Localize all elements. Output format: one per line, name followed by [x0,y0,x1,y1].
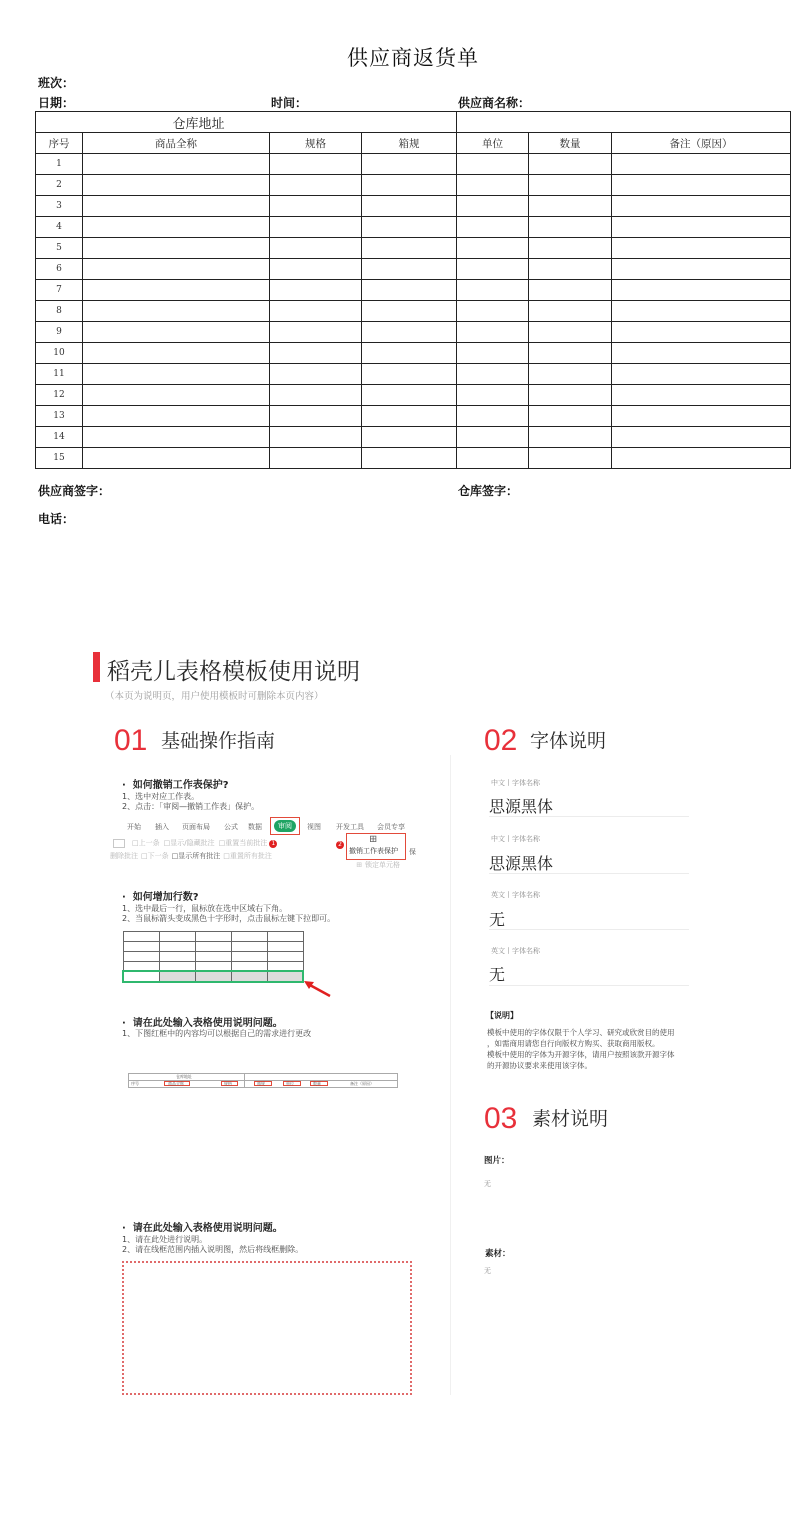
q2-title-text: 如何增加行数? [132,892,199,903]
column-header: 序号 [36,133,83,154]
ribbon-delete-comment: 删除批注 [110,852,138,860]
column-header: 单位 [457,133,529,154]
row-number: 9 [36,322,83,343]
mini-col-2: 规格 [224,1081,232,1086]
table-cell[interactable] [529,448,612,469]
q2-title: · 如何增加行数? [122,892,199,903]
font2-underline [489,873,689,874]
table-row [36,280,791,301]
table-cell[interactable] [270,406,362,427]
table-cell[interactable] [529,217,612,238]
table-cell[interactable] [457,364,529,385]
table-row [36,175,791,196]
table-cell[interactable] [362,154,457,175]
section1-title: 基础操作指南 [161,730,276,752]
ribbon-row-1 [132,839,277,848]
ribbon-tab-member: 会员专享 [377,823,405,831]
row-number: 7 [36,280,83,301]
font4-underline [489,985,689,986]
table-cell[interactable] [270,238,362,259]
section3-number: 03 [484,1102,518,1135]
mini-form-illustration [128,1073,398,1089]
table-cell[interactable] [83,406,270,427]
table-cell[interactable] [270,196,362,217]
row-number: 1 [36,154,83,175]
step-badge-2: 2 [336,841,344,849]
mini-col-4: 单位 [286,1081,294,1086]
warehouse-address-header: 仓库地址 [36,112,457,133]
q1-step-2: 2、点击：「审阅—撤销工作表」保护。 [122,802,260,811]
row-number: 8 [36,301,83,322]
table-cell[interactable] [83,448,270,469]
table-cell[interactable] [362,301,457,322]
table-cell[interactable] [457,196,529,217]
font1-name: 思源黑体 [489,797,554,816]
table-row [36,322,791,343]
table-cell[interactable] [612,385,791,406]
mini-col-6: 备注（原因） [350,1081,374,1086]
font-note-line-2: ，如需商用请您自行向版权方购买、获取商用版权。 [487,1039,660,1048]
table-cell[interactable] [270,364,362,385]
q4-step-2: 2、请在线框范围内插入说明图，然后将线框删除。 [122,1245,304,1254]
table-cell[interactable] [362,364,457,385]
table-row [36,196,791,217]
table-cell[interactable] [83,385,270,406]
table-cell[interactable] [457,154,529,175]
table-cell[interactable] [529,280,612,301]
font-note-line-4: 的开源协议要求来使用该字体。 [487,1061,592,1070]
ribbon-tab-formula: 公式 [224,823,238,831]
table-cell[interactable] [612,217,791,238]
table-cell[interactable] [529,343,612,364]
font-note-line-1: 模板中使用的字体仅限于个人学习、研究或欣赏目的使用 [487,1028,675,1037]
table-cell[interactable] [83,259,270,280]
ribbon-toggle-comments: □显示/隐藏批注 [163,839,215,847]
section2-number: 02 [484,724,518,757]
q1-step-1: 1、选中对应工作表。 [122,792,200,801]
ribbon-tab-start: 开始 [127,823,141,831]
table-cell[interactable] [457,175,529,196]
q3-step-1: 1、下图红框中的内容均可以根据自己的需求进行更改 [122,1029,312,1038]
font3-meta: 英文丨字体名称 [491,891,540,899]
table-cell[interactable] [362,280,457,301]
unprotect-sheet-highlight [346,833,406,860]
table-cell[interactable] [270,175,362,196]
red-arrow-icon [300,978,334,1000]
ribbon-tab-layout: 页面布局 [182,823,210,831]
table-row [36,448,791,469]
font3-name: 无 [489,910,506,929]
table-cell[interactable] [362,343,457,364]
font-note-text [487,1027,697,1071]
table-row [36,154,791,175]
column-header: 规格 [270,133,362,154]
table-cell[interactable] [270,217,362,238]
supplier-signature-label: 供应商签字： [38,484,111,498]
table-cell[interactable] [612,238,791,259]
column-header: 数量 [529,133,612,154]
q3-title-text: 请在此处输入表格使用说明问题。 [132,1018,283,1029]
ribbon-tab-insert: 插入 [155,823,169,831]
table-cell[interactable] [83,154,270,175]
column-header: 备注（原因） [612,133,791,154]
table-cell[interactable] [83,343,270,364]
row-number: 3 [36,196,83,217]
step-badge-1: 1 [269,840,277,848]
table-cell[interactable] [612,364,791,385]
table-cell[interactable] [612,406,791,427]
table-cell[interactable] [457,343,529,364]
image-value: 无 [484,1180,491,1188]
table-row [36,385,791,406]
table-cell[interactable] [362,259,457,280]
shift-label: 班次： [38,76,75,90]
table-cell[interactable] [83,280,270,301]
row-number: 6 [36,259,83,280]
q2-step-1: 1、选中最后一行，鼠标放在选中区域右下角。 [122,904,288,913]
warehouse-address-value[interactable] [457,112,791,133]
q1-title: · 如何撤销工作表保护? [122,780,229,791]
ribbon-row-2 [110,852,272,861]
table-cell[interactable] [529,301,612,322]
table-row [36,364,791,385]
row-number: 15 [36,448,83,469]
table-cell[interactable] [83,364,270,385]
table-cell[interactable] [83,301,270,322]
table-cell[interactable] [362,196,457,217]
table-cell[interactable] [529,238,612,259]
table-cell[interactable] [270,259,362,280]
material-value: 无 [484,1267,491,1275]
table-cell[interactable] [457,238,529,259]
table-cell[interactable] [362,238,457,259]
ribbon-prev: □上一条 [132,839,160,847]
row-number: 2 [36,175,83,196]
column-divider [450,755,451,1395]
ribbon-reset-all: □重置所有批注 [223,852,272,860]
table-cell[interactable] [612,301,791,322]
mini-col-1: 商品全称 [168,1081,184,1086]
table-cell[interactable] [362,175,457,196]
table-cell[interactable] [83,217,270,238]
table-cell[interactable] [612,343,791,364]
table-cell[interactable] [270,427,362,448]
table-row [36,259,791,280]
table-cell[interactable] [612,154,791,175]
table-cell[interactable] [270,343,362,364]
guide-title: 稻壳儿表格模板使用说明 [107,659,360,685]
ribbon-lock-cells: 锁定单元格 [365,861,400,869]
form-title: 供应商返货单 [347,46,479,70]
table-cell[interactable] [529,385,612,406]
table-cell[interactable] [457,406,529,427]
ribbon-next: □下一条 [141,852,169,860]
mini-header: 仓库地址 [176,1074,192,1079]
column-header: 箱规 [362,133,457,154]
unprotect-sheet-label: 撤销工作表保护 [349,847,398,855]
font4-name: 无 [489,965,506,984]
table-row [36,301,791,322]
table-cell[interactable] [529,364,612,385]
table-cell[interactable] [457,259,529,280]
table-cell[interactable] [612,322,791,343]
row-number: 10 [36,343,83,364]
table-cell[interactable] [529,154,612,175]
mini-col-3: 箱规 [257,1081,265,1086]
table-cell[interactable] [612,280,791,301]
table-cell[interactable] [270,154,362,175]
ribbon-show-all: □显示所有批注 [171,852,221,860]
ribbon-protect-trailing: 保 [409,848,416,856]
table-cell[interactable] [612,448,791,469]
row-number: 5 [36,238,83,259]
q2-step-2: 2、当鼠标箭头变成黑色十字形时，点击鼠标左键下拉即可。 [122,914,336,923]
table-cell[interactable] [83,427,270,448]
row-number: 12 [36,385,83,406]
table-row [36,217,791,238]
table-cell[interactable] [612,196,791,217]
table-cell[interactable] [457,301,529,322]
table-cell[interactable] [362,322,457,343]
mini-col-5: 数量 [313,1081,321,1086]
table-cell[interactable] [529,406,612,427]
table-cell[interactable] [457,217,529,238]
table-cell[interactable] [270,301,362,322]
table-row [36,238,791,259]
table-cell[interactable] [83,196,270,217]
ribbon-tab-view: 视图 [307,823,321,831]
table-cell[interactable] [612,259,791,280]
table-cell[interactable] [457,448,529,469]
title-accent-bar [93,652,100,682]
table-cell[interactable] [270,322,362,343]
time-label: 时间： [271,96,308,110]
font3-underline [489,929,689,930]
table-cell[interactable] [83,175,270,196]
table-cell[interactable] [362,448,457,469]
font-note-line-3: 模板中使用的字体为开源字体，请用户按照该款开源字体 [487,1050,675,1059]
table-cell[interactable] [362,406,457,427]
section3-title: 素材说明 [532,1108,609,1130]
row-number: 4 [36,217,83,238]
font2-name: 思源黑体 [489,854,554,873]
warehouse-signature-label: 仓库签字： [458,484,519,498]
row-number: 13 [36,406,83,427]
table-cell[interactable] [362,217,457,238]
table-cell[interactable] [270,280,362,301]
unprotect-sheet-icon: ⊞ [369,834,378,845]
font2-meta: 中文丨字体名称 [491,835,540,843]
image-label: 图片： [484,1156,510,1166]
add-rows-illustration [123,931,303,982]
q4-step-1: 1、请在此处进行说明。 [122,1235,208,1244]
table-cell[interactable] [529,427,612,448]
return-form-table [35,111,791,469]
q1-title-text: 如何撤销工作表保护? [132,780,229,791]
table-cell[interactable] [612,175,791,196]
table-cell[interactable] [270,385,362,406]
font1-meta: 中文丨字体名称 [491,779,540,787]
mini-col-0: 序号 [131,1081,139,1086]
q4-title: · 请在此处输入表格使用说明问题。 [122,1223,283,1234]
image-placeholder-frame[interactable] [122,1261,412,1395]
table-cell[interactable] [270,448,362,469]
table-cell[interactable] [457,427,529,448]
material-label: 素材： [485,1249,511,1259]
table-cell[interactable] [362,385,457,406]
table-cell[interactable] [457,322,529,343]
supplier-name-label: 供应商名称： [458,96,531,110]
table-cell[interactable] [362,427,457,448]
row-number: 11 [36,364,83,385]
table-cell[interactable] [83,322,270,343]
table-row [36,343,791,364]
font4-meta: 英文丨字体名称 [491,947,540,955]
date-label: 日期： [38,96,75,110]
delete-comment-icon [113,839,125,848]
ribbon-tab-devtools: 开发工具 [336,823,364,831]
table-row [36,427,791,448]
guide-subtitle: （本页为说明页，用户使用模板时可删除本页内容） [105,691,324,702]
ribbon-screenshot [110,815,420,870]
review-tab-highlight [270,817,300,835]
ribbon-reset-current: □重置当前批注 [218,839,268,847]
table-row [36,406,791,427]
section2-title: 字体说明 [530,730,607,752]
column-header: 商品全称 [83,133,270,154]
font-note-title: 【说明】 [486,1011,518,1020]
lock-cell-icon: ⊞ [356,861,362,869]
table-cell[interactable] [529,175,612,196]
q3-title: · 请在此处输入表格使用说明问题。 [122,1018,283,1029]
table-cell[interactable] [529,322,612,343]
ribbon-tab-data: 数据 [248,823,262,831]
selected-row-highlight [122,970,304,983]
ribbon-tab-review: 审阅 [274,820,296,832]
phone-label: 电话： [38,512,75,526]
section1-number: 01 [114,724,148,757]
table-cell[interactable] [529,196,612,217]
font1-underline [489,816,689,817]
table-cell[interactable] [612,427,791,448]
table-cell[interactable] [457,385,529,406]
row-number: 14 [36,427,83,448]
table-cell[interactable] [83,238,270,259]
table-cell[interactable] [529,259,612,280]
table-cell[interactable] [457,280,529,301]
q4-title-text: 请在此处输入表格使用说明问题。 [132,1223,283,1234]
